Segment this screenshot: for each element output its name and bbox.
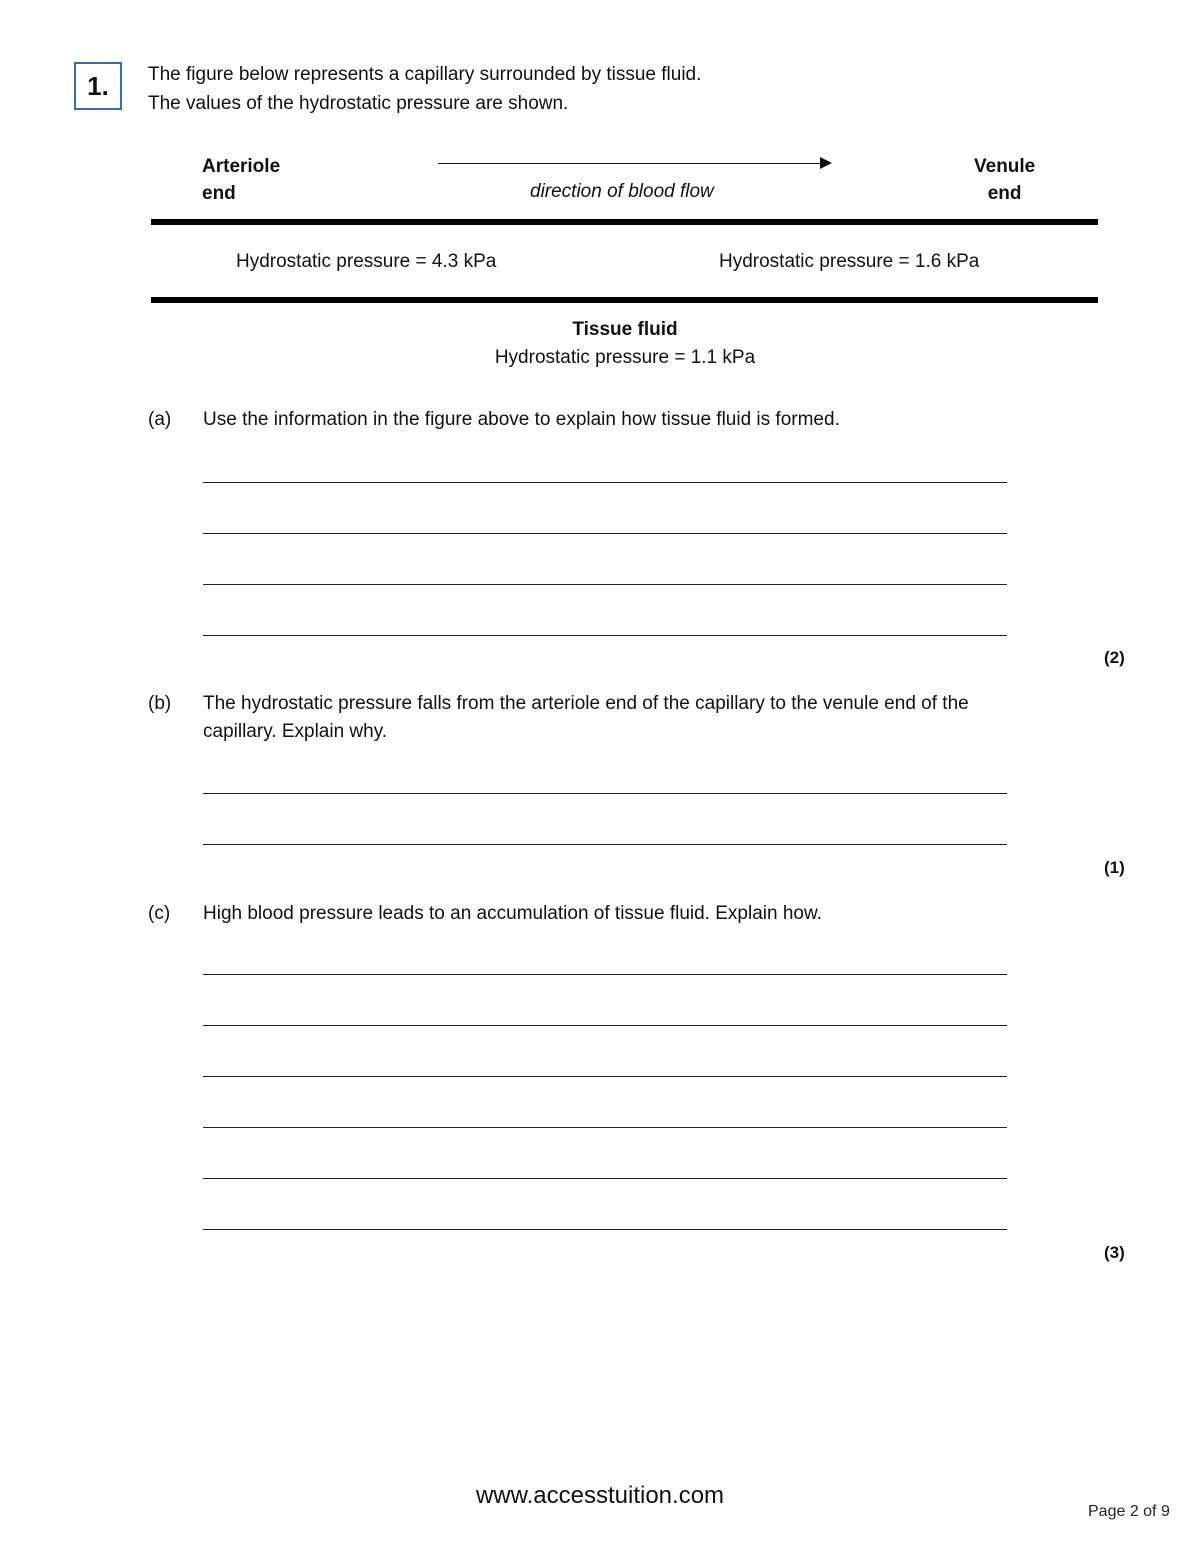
part-b-marks: (1) — [1104, 858, 1125, 877]
venule-label-line-1: Venule — [974, 156, 1036, 177]
page-number: Page 2 of 9 — [1088, 1503, 1170, 1520]
answer-line[interactable] — [203, 584, 1007, 585]
part-a-label: (a) — [148, 409, 172, 430]
venule-pressure: Hydrostatic pressure = 1.6 kPa — [719, 251, 980, 272]
venule-label-line-2: end — [987, 183, 1022, 204]
arrow-head-icon — [820, 157, 832, 169]
capillary-wall-bottom — [151, 297, 1098, 303]
tissue-fluid-title: Tissue fluid — [572, 319, 678, 340]
arteriole-end-label — [202, 153, 280, 207]
flow-direction-label: direction of blood flow — [530, 181, 714, 202]
part-b-text — [203, 690, 1083, 746]
question-number: 1. — [74, 62, 122, 110]
answer-line[interactable] — [203, 1178, 1007, 1179]
answer-line[interactable] — [203, 1127, 1007, 1128]
tissue-fluid-pressure: Hydrostatic pressure = 1.1 kPa — [494, 347, 756, 368]
intro-line-2: The values of the hydrostatic pressure are shown. — [148, 93, 569, 114]
answer-line[interactable] — [203, 1229, 1007, 1230]
intro-line-1: The figure below represents a capillary surrounded by tissue fluid. — [148, 64, 702, 85]
arteriole-label-line-1: Arteriole — [202, 156, 281, 177]
part-c-text: High blood pressure leads to an accumulation of tissue fluid. Explain how. — [203, 903, 822, 924]
answer-line[interactable] — [203, 974, 1007, 975]
question-intro — [148, 60, 701, 118]
arteriole-label-line-2: end — [202, 183, 236, 204]
answer-line[interactable] — [203, 1076, 1007, 1077]
footer-url: www.accesstuition.com — [475, 1482, 725, 1509]
part-a-marks: (2) — [1104, 648, 1125, 667]
part-b-text-line-1: The hydrostatic pressure falls from the arteriole end of the capillary to the venule end of the — [203, 693, 969, 714]
arteriole-pressure: Hydrostatic pressure = 4.3 kPa — [236, 251, 497, 272]
venule-end-label — [974, 153, 1035, 207]
answer-line[interactable] — [203, 1025, 1007, 1026]
answer-line[interactable] — [203, 533, 1007, 534]
tissue-fluid-block — [400, 316, 850, 372]
part-b-text-line-2: capillary. Explain why. — [203, 721, 388, 742]
answer-line[interactable] — [203, 844, 1007, 845]
answer-line[interactable] — [203, 793, 1007, 794]
blood-flow-arrow-line — [438, 163, 822, 164]
part-c-marks: (3) — [1104, 1243, 1125, 1262]
answer-line[interactable] — [203, 635, 1007, 636]
answer-line[interactable] — [203, 482, 1007, 483]
part-a-text: Use the information in the figure above to explain how tissue fluid is formed. — [203, 409, 840, 430]
capillary-wall-top — [151, 219, 1098, 225]
part-c-label: (c) — [148, 903, 171, 924]
part-b-label: (b) — [148, 693, 172, 714]
